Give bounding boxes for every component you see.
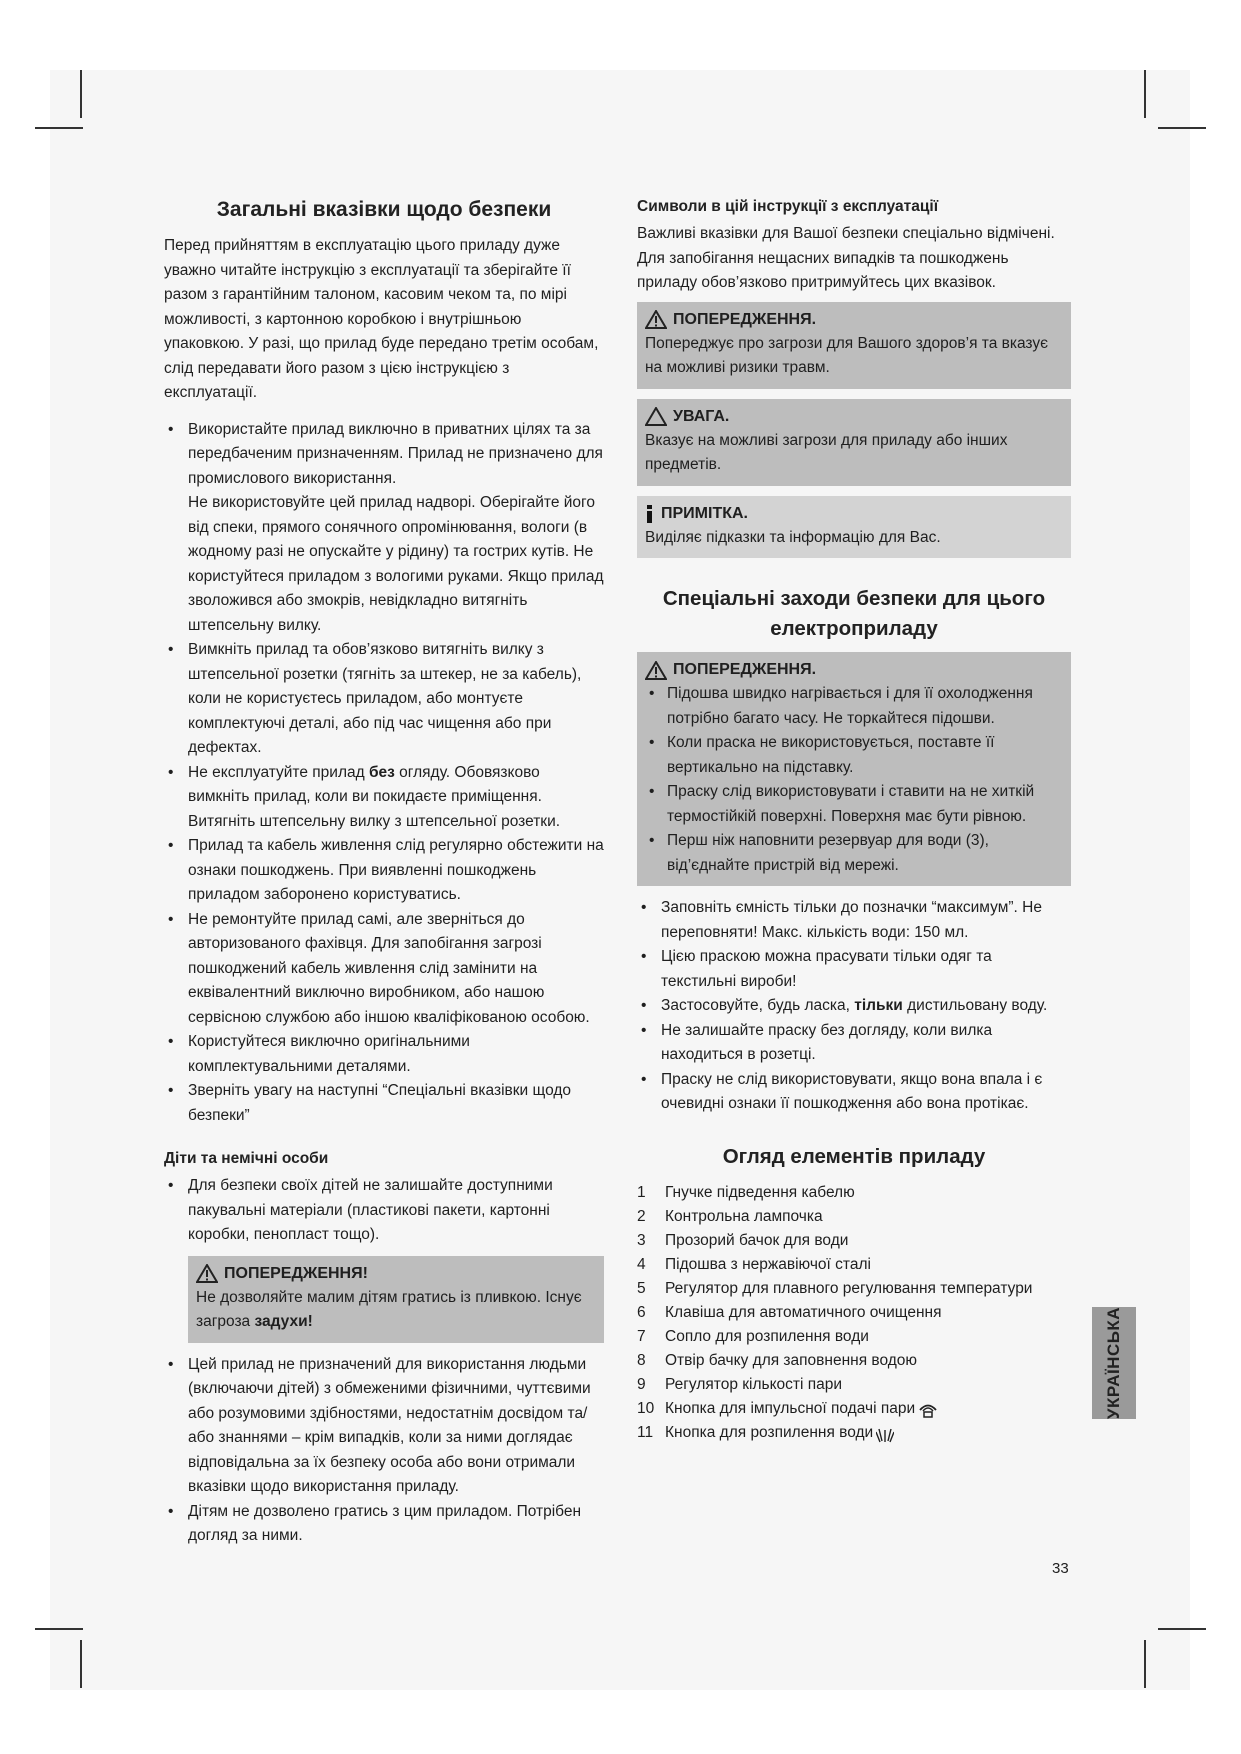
part-number: 5 bbox=[637, 1279, 646, 1297]
bullet-text: Застосовуйте, будь ласка, bbox=[661, 997, 855, 1014]
list-item: • Заповніть ємність тільки до позначки “максимум”. Не переповняти! Макс. кількість води: 150 мл. bbox=[641, 899, 1042, 941]
list-item bbox=[637, 1373, 1071, 1397]
warning-text-part: Не дозволяйте малим дітям гратись із пливкою. Існує загроза bbox=[196, 1288, 582, 1330]
bullet-text: огляду. Обовязково вимкніть прилад, коли ви покидаєте приміщення. Витягніть штепсельну вилку з штепсельної розетки. bbox=[188, 763, 561, 830]
part-label: Регулятор для плавного регулювання температури bbox=[665, 1279, 1033, 1297]
children-title: Діти та немічні особи bbox=[164, 1150, 329, 1167]
list-item bbox=[637, 1253, 1071, 1277]
warning-heading-text: ПОПЕРЕДЖЕННЯ! bbox=[224, 1264, 368, 1282]
part-number: 1 bbox=[637, 1183, 646, 1201]
symbol-caution-box bbox=[637, 399, 1071, 486]
bullet-text: Праску слід використовувати і ставити на не хиткій термостійкій поверхні. Поверхня має бути рівною. bbox=[667, 783, 1035, 825]
parts-list bbox=[637, 1181, 1071, 1445]
bullet-text: Не залишайте праску без догляду, коли вилка находиться в розетці. bbox=[661, 1021, 993, 1063]
bullet-text: Не ремонтуйте прилад самі, але зверніться до авторизованого фахівця. Для запобігання загрозі пошкоджений кабель живлення слід замінити на еквівалентний виключно виробником, або нашою сервісною службою або іншою кваліфікованою особою. bbox=[188, 910, 590, 1026]
safety-title: Загальні вказівки щодо безпеки bbox=[216, 198, 552, 221]
bullet-text: Для безпеки своїх дітей не залишайте доступними пакувальні матеріали (пластикові пакети, картонні коробки, пенопласт тощо). bbox=[188, 1177, 553, 1243]
part-number: 6 bbox=[637, 1303, 646, 1321]
list-item: • Дітям не дозволено гратись з цим приладом. Потрібен догляд за ними. bbox=[168, 1502, 582, 1544]
part-label: Кнопка для імпульсної подачі пари bbox=[665, 1399, 916, 1417]
part-label: Контрольна лампочка bbox=[665, 1207, 823, 1225]
crop-mark bbox=[1158, 127, 1206, 129]
list-item: • Праску не слід використовувати, якщо вона впала і є очевидні ознаки її пошкодження або вона протікає. bbox=[641, 1070, 1043, 1112]
warning-text bbox=[196, 1286, 596, 1335]
part-label: Сопло для розпилення води bbox=[665, 1327, 869, 1345]
part-number: 10 bbox=[637, 1399, 655, 1417]
part-number: 7 bbox=[637, 1327, 646, 1345]
list-item: • Використайте прилад виключно в приватних цілях та за передбаченим призначенням. Прилад не призначено для промислового використання. Не використовуйте цей прилад надворі. Оберігайте його від спеки, прямого сонячного опромінювання, вологи (в жодному разі не опускайте у рідину) та гострих кутів. Не користуйтеся приладом з вологими руками. Якщо прилад зволожився або змокрів, невідкладно витягніть штепсельну вилку. bbox=[164, 418, 604, 639]
list-item bbox=[637, 1205, 1071, 1229]
bullet-text: Заповніть ємність тільки до позначки “максимум”. Не переповняти! Макс. кількість води: 150 мл. bbox=[661, 899, 1042, 941]
right-column bbox=[637, 196, 1071, 1445]
part-number: 4 bbox=[637, 1255, 646, 1273]
list-item: • Цією праскою можна прасувати тільки одяг та текстильні вироби! bbox=[641, 948, 992, 990]
warning-heading-text: ПОПЕРЕДЖЕННЯ. bbox=[673, 310, 817, 328]
symbol-note-box bbox=[637, 496, 1071, 559]
bullet-text: Дітям не дозволено гратись з цим приладом. Потрібен догляд за ними. bbox=[188, 1502, 582, 1544]
list-item bbox=[637, 1277, 1071, 1301]
warning-heading bbox=[196, 1262, 596, 1286]
part-label: Гнучке підведення кабелю bbox=[665, 1183, 855, 1201]
list-item bbox=[637, 1349, 1071, 1373]
bullet-text: Цією праскою можна прасувати тільки одяг та текстильні вироби! bbox=[661, 948, 992, 990]
bullet-text: Не експлуатуйте прилад bbox=[188, 763, 369, 781]
special-bullet-list bbox=[637, 896, 1071, 1117]
list-item bbox=[637, 1181, 1071, 1205]
part-label: Отвір бачку для заповнення водою bbox=[665, 1351, 918, 1369]
part-label: Підошва з нержавіючої сталі bbox=[665, 1255, 871, 1273]
warning-heading bbox=[645, 658, 1063, 682]
list-item: • Застосовуйте, будь ласка, тільки дистильовану воду. bbox=[641, 997, 1048, 1014]
part-number: 9 bbox=[637, 1375, 646, 1393]
part-label: Кнопка для розпилення води bbox=[665, 1423, 874, 1441]
crop-mark bbox=[80, 70, 82, 118]
bullet-text: Використайте прилад виключно в приватних цілях та за передбаченим призначенням. Прилад не призначено для промислового використання. bbox=[188, 420, 603, 487]
warning-text: Попереджує про загрози для Вашого здоров’я та вказує на можливі ризики травм. bbox=[645, 334, 1049, 376]
crop-mark bbox=[35, 127, 83, 129]
warning-triangle-icon bbox=[645, 310, 667, 329]
children-warning-box bbox=[188, 1256, 604, 1343]
list-item: • Праску слід використовувати і ставити на не хиткій термостійкій поверхні. Поверхня має бути рівною. bbox=[649, 783, 1035, 825]
overview-title: Огляд елементів приладу bbox=[722, 1144, 986, 1168]
list-item: • Користуйтеся виключно оригінальними комплектувальними деталями. bbox=[168, 1033, 470, 1075]
caution-text: Вказує на можливі загрози для приладу або інших предметів. bbox=[645, 431, 1008, 473]
part-number: 2 bbox=[637, 1207, 646, 1225]
bullet-text: Зверніть увагу на наступні “Спеціальні вказівки щодо безпеки” bbox=[188, 1082, 572, 1124]
list-item bbox=[637, 1397, 1071, 1421]
info-icon bbox=[645, 505, 655, 523]
warning-triangle-icon bbox=[645, 661, 667, 680]
children-bullet-list-2 bbox=[164, 1353, 604, 1549]
list-item: • Цей прилад не призначений для використання людьми (включаючи дітей) з обмеженими фізичними, чуттєвими або розумовими здібностями, недостатнім досвідом та/або знаннями – крім випадків, коли за ними доглядає відповідальна за їх безпеку особа або вони отримали вказівки щодо використання приладу. bbox=[168, 1355, 591, 1495]
list-item bbox=[637, 1421, 1071, 1445]
safety-intro: Перед прийняттям в експлуатацію цього приладу дуже уважно читайте інструкцію з експлуатації та зберігайте її разом з гарантійним талоном, касовим чеком та, по мірі можливості, з картонною коробкою і внутрішньою упаковкою. У разі, що прилад буде передано третім особам, слід передавати його разом з цією інструкцією з експлуатації. bbox=[164, 237, 599, 401]
list-item bbox=[637, 1229, 1071, 1253]
list-item: • Не ремонтуйте прилад самі, але зверніться до авторизованого фахівця. Для запобігання загрозі пошкоджений кабель живлення слід замінити на еквівалентний виключно виробником, або нашою сервісною службою або іншою кваліфікованою особою. bbox=[168, 910, 590, 1026]
warning-triangle-icon bbox=[196, 1264, 218, 1283]
warning-heading bbox=[645, 308, 1063, 332]
caution-heading bbox=[645, 405, 1063, 429]
crop-mark bbox=[1144, 70, 1146, 118]
part-number: 3 bbox=[637, 1231, 646, 1249]
caution-heading-text: УВАГА. bbox=[673, 407, 730, 425]
crop-mark bbox=[35, 1628, 83, 1630]
children-bullet-list bbox=[164, 1174, 604, 1248]
bullet-text: Не використовуйте цей прилад надворі. Оберігайте його від спеки, прямого сонячного опромінювання, вологи (в жодному разі не опускайте у рідину) та гострих кутів. Не користуйтеся приладом з вологими руками. Якщо прилад зволожився або змокрів, невідкладно витягніть штепсельну вилку. bbox=[188, 494, 604, 634]
bullet-text: Перш ніж наповнити резервуар для води (3), від’єднайте пристрій від мережі. bbox=[667, 832, 989, 874]
symbol-warning-box bbox=[637, 302, 1071, 389]
crop-mark bbox=[1158, 1628, 1206, 1630]
left-column bbox=[164, 196, 604, 1557]
language-tab bbox=[1092, 1307, 1136, 1419]
list-item: • Коли праска не використовується, поставте її вертикально на підставку. bbox=[649, 734, 995, 776]
crop-mark bbox=[1144, 1640, 1146, 1688]
language-tab-label: УКРАЇНСЬКА bbox=[1104, 1306, 1124, 1420]
bullet-emphasis: без bbox=[368, 763, 395, 781]
part-label: Регулятор кількості пари bbox=[665, 1375, 843, 1393]
note-heading-text: ПРИМІТКА. bbox=[661, 504, 748, 522]
note-text: Виділяє підказки та інформацію для Вас. bbox=[645, 528, 941, 546]
list-item: • Не залишайте праску без догляду, коли вилка находиться в розетці. bbox=[641, 1021, 993, 1063]
list-item: • Для безпеки своїх дітей не залишайте доступними пакувальні матеріали (пластикові пакети, картонні коробки, пенопласт тощо). bbox=[168, 1177, 553, 1243]
bullet-text: Вимкніть прилад та обов’язково витягніть вилку з штепсельної розетки (тягніть за штекер, не за кабель), коли не користуєтесь приладом, або монтуєте комплектуючі деталі, або під час чищення або при дефектах. bbox=[188, 641, 582, 756]
list-item: • Прилад та кабель живлення слід регулярно обстежити на ознаки пошкоджень. При виявленні пошкоджень приладом заборонено користуватись. bbox=[168, 837, 604, 903]
bullet-text: Користуйтеся виключно оригінальними комплектувальними деталями. bbox=[188, 1033, 470, 1075]
bullet-text: Праску не слід використовувати, якщо вона впала і є очевидні ознаки її пошкодження або вона протікає. bbox=[661, 1070, 1043, 1112]
page-number: 33 bbox=[1052, 1560, 1069, 1577]
part-number: 8 bbox=[637, 1351, 646, 1369]
symbols-intro: Важливі вказівки для Вашої безпеки спеціально відмічені. Для запобігання нещасних випадків та пошкоджень приладу обов’язково притримуйтесь цих вказівок. bbox=[637, 225, 1055, 291]
warning-text-emphasis: задухи! bbox=[254, 1313, 313, 1330]
part-label: Прозорий бачок для води bbox=[665, 1231, 849, 1249]
bullet-text: Коли праска не використовується, поставте її вертикально на підставку. bbox=[667, 734, 995, 776]
list-item bbox=[637, 1325, 1071, 1349]
bullet-text: Підошва швидко нагрівається і для її охолодження потрібно багато часу. Не торкайтеся підошви. bbox=[667, 685, 1033, 727]
water-spray-icon bbox=[876, 1423, 894, 1443]
bullet-text: Цей прилад не призначений для використання людьми (включаючи дітей) з обмеженими фізичними, чуттєвими або розумовими здібностями, недостатнім досвідом та/або знаннями – крім випадків, коли за ними доглядає відповідальна за їх безпеку особа або вони отримали вказівки щодо використання приладу. bbox=[188, 1355, 591, 1495]
list-item: • Зверніть увагу на наступні “Спеціальні вказівки щодо безпеки” bbox=[168, 1082, 572, 1124]
bullet-text: дистильовану воду. bbox=[902, 997, 1048, 1014]
list-item bbox=[637, 1301, 1071, 1325]
part-number: 11 bbox=[637, 1423, 654, 1441]
symbols-title: Символи в цій інструкції з експлуатації bbox=[637, 198, 939, 215]
list-item: • Перш ніж наповнити резервуар для води (3), від’єднайте пристрій від мережі. bbox=[649, 832, 989, 874]
bullet-emphasis: тільки bbox=[854, 997, 903, 1014]
list-item: • Підошва швидко нагрівається і для її охолодження потрібно багато часу. Не торкайтеся підошви. bbox=[649, 685, 1033, 727]
special-warning-list bbox=[645, 682, 1063, 878]
caution-triangle-icon bbox=[645, 407, 667, 426]
list-item: • Не експлуатуйте прилад без огляду. Обовязково вимкніть прилад, коли ви покидаєте приміщення. Витягніть штепсельну вилку з штепсельної розетки. bbox=[168, 763, 561, 830]
safety-bullet-list bbox=[164, 418, 604, 1129]
note-heading bbox=[645, 502, 1063, 526]
crop-mark bbox=[80, 1640, 82, 1688]
warning-heading-text: ПОПЕРЕДЖЕННЯ. bbox=[673, 661, 817, 678]
special-safety-title: Спеціальні заходи безпеки для цього електроприладу bbox=[662, 587, 1046, 640]
steam-burst-icon bbox=[918, 1400, 938, 1418]
list-item: • Вимкніть прилад та обов’язково витягніть вилку з штепсельної розетки (тягніть за штекер, не за кабель), коли не користуєтесь приладом, або монтуєте комплектуючі деталі, або під час чищення або при дефектах. bbox=[168, 641, 582, 756]
part-label: Клавіша для автоматичного очищення bbox=[665, 1303, 942, 1321]
special-warning-box bbox=[637, 652, 1071, 886]
bullet-text: Прилад та кабель живлення слід регулярно обстежити на ознаки пошкоджень. При виявленні пошкоджень приладом заборонено користуватись. bbox=[188, 837, 604, 903]
